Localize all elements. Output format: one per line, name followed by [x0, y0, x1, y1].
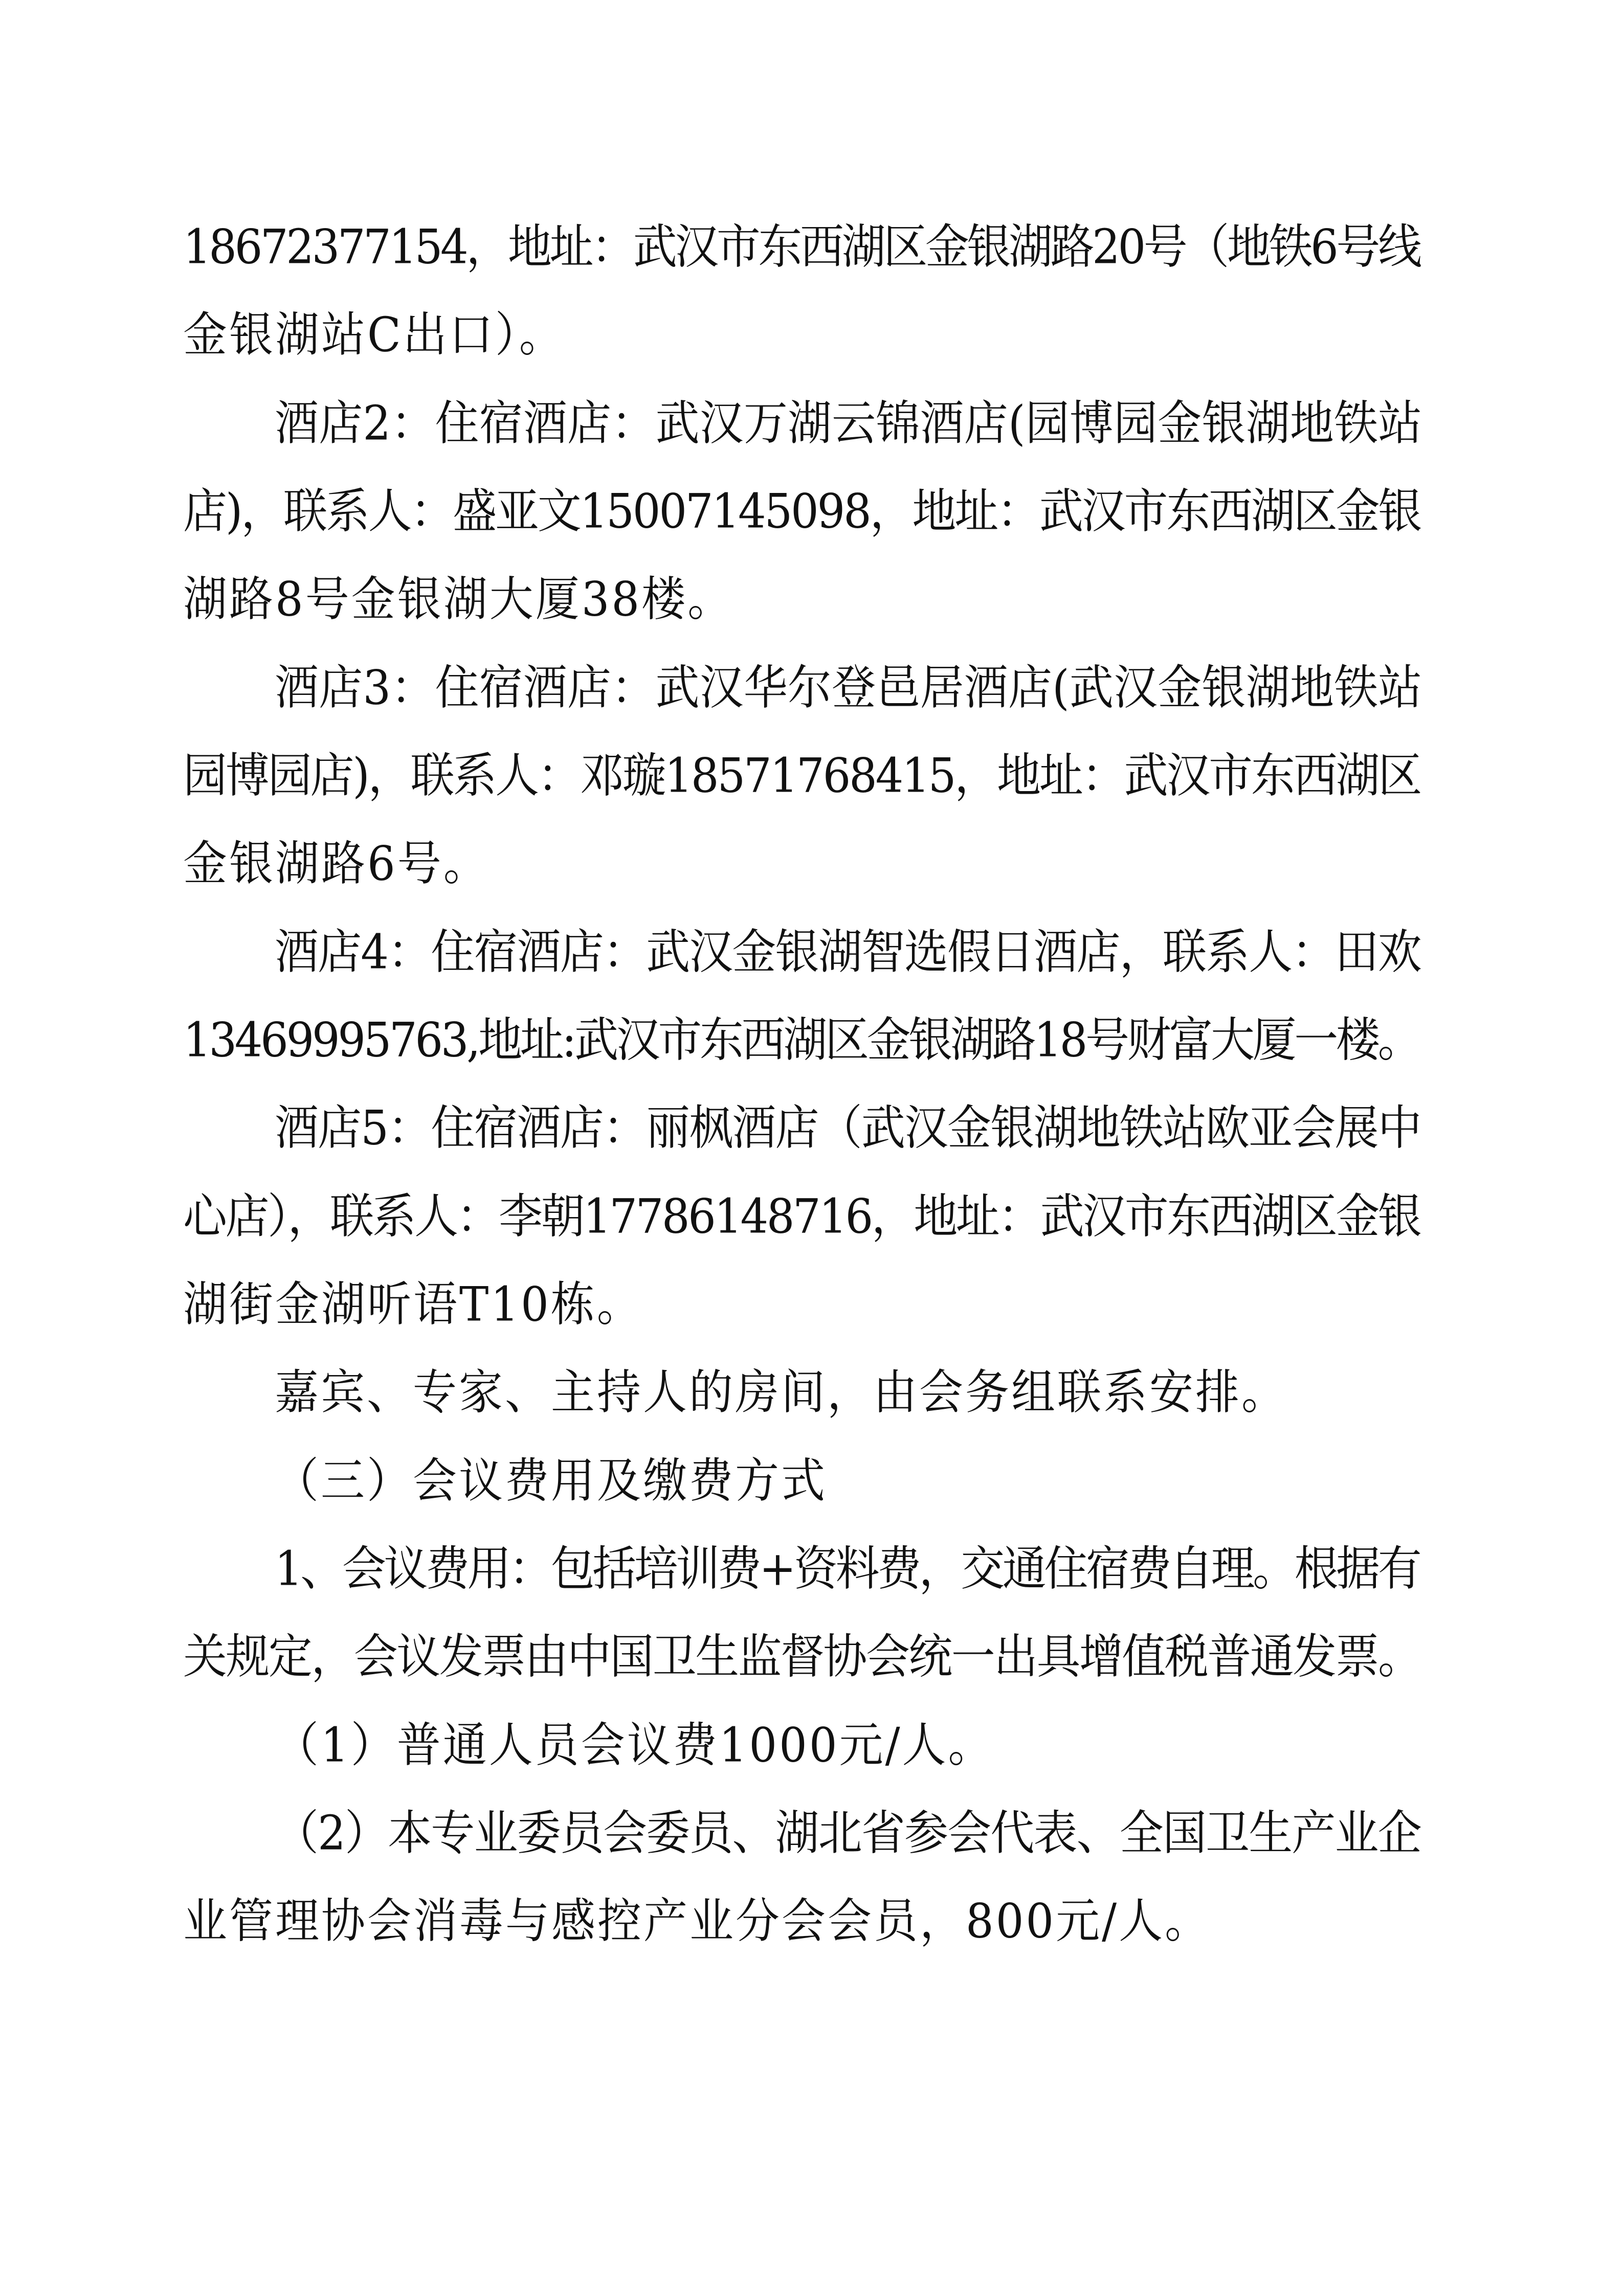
text-line [275, 1097, 1422, 1159]
hotel-2-contact: 店)，联系人：盛亚文15007145098，地址：武汉市东西湖区金银 [183, 484, 1421, 539]
text-line [183, 1274, 1422, 1335]
hotel-3-contact: 园博园店)，联系人：邓璇18571768415，地址：武汉市东西湖区 [183, 748, 1421, 803]
text-line [275, 921, 1422, 983]
hotel-4-address: 13469995763,地址:武汉市东西湖区金银湖路18号财富大厦一楼。 [183, 1012, 1420, 1068]
text-line [183, 833, 1422, 894]
section-3-title: （三）会议费用及缴费方式 [275, 1453, 827, 1509]
hotel-4-name: 酒店4：住宿酒店：武汉金银湖智选假日酒店，联系人：田欢 [275, 925, 1421, 980]
text-line [183, 304, 1422, 366]
member-fee: 业管理协会消毒与感控产业分会会员，800元/人。 [183, 1894, 1211, 1949]
hotel-3-address-end: 金银湖路6号。 [183, 836, 490, 891]
text-line [183, 1626, 1422, 1687]
hotel-5-address-end: 湖街金湖听语T10栋。 [183, 1277, 643, 1332]
text-line [183, 569, 1422, 630]
text-line [183, 1186, 1422, 1247]
hotel-2-address-end: 湖路8号金银湖大厦38楼。 [183, 572, 734, 627]
regular-fee: （1）普通人员会议费1000元/人。 [275, 1718, 994, 1773]
guest-room-note: 嘉宾、专家、主持人的房间，由会务组联系安排。 [275, 1365, 1287, 1420]
fee-description: 1、会议费用：包括培训费+资料费，交通住宿费自理。根据有 [275, 1541, 1420, 1596]
text-line [275, 1362, 1422, 1423]
member-fee-eligibility: （2）本专业委员会委员、湖北省参会代表、全国卫生产业企 [275, 1806, 1421, 1861]
section-heading [275, 1450, 1422, 1512]
text-line [183, 216, 1422, 278]
text-line [275, 657, 1422, 718]
text-line [275, 1715, 1422, 1776]
hotel-5-contact: 心店），联系人：李朝17786148716，地址：武汉市东西湖区金银 [183, 1189, 1420, 1244]
text-line [183, 1009, 1422, 1071]
hotel-5-name: 酒店5：住宿酒店：丽枫酒店（武汉金银湖地铁站欧亚会展中 [275, 1100, 1421, 1156]
text-line [275, 1538, 1422, 1600]
text-line [183, 481, 1422, 542]
text-line [275, 393, 1422, 454]
invoice-note: 关规定，会议发票由中国卫生监督协会统一出具增值税普通发票。 [183, 1629, 1421, 1684]
text-line [183, 745, 1422, 806]
text-line [275, 1803, 1422, 1864]
hotel-1-address-end: 金银湖站C出口）。 [183, 307, 565, 363]
hotel-1-phone-address: 18672377154，地址：武汉市东西湖区金银湖路20号（地铁6号线 [183, 219, 1420, 275]
text-line [183, 1890, 1422, 1952]
hotel-2-name: 酒店2：住宿酒店：武汉万湖云锦酒店(园博园金银湖地铁站 [275, 396, 1422, 451]
hotel-3-name: 酒店3：住宿酒店：武汉华尔登邑居酒店(武汉金银湖地铁站 [275, 660, 1422, 715]
